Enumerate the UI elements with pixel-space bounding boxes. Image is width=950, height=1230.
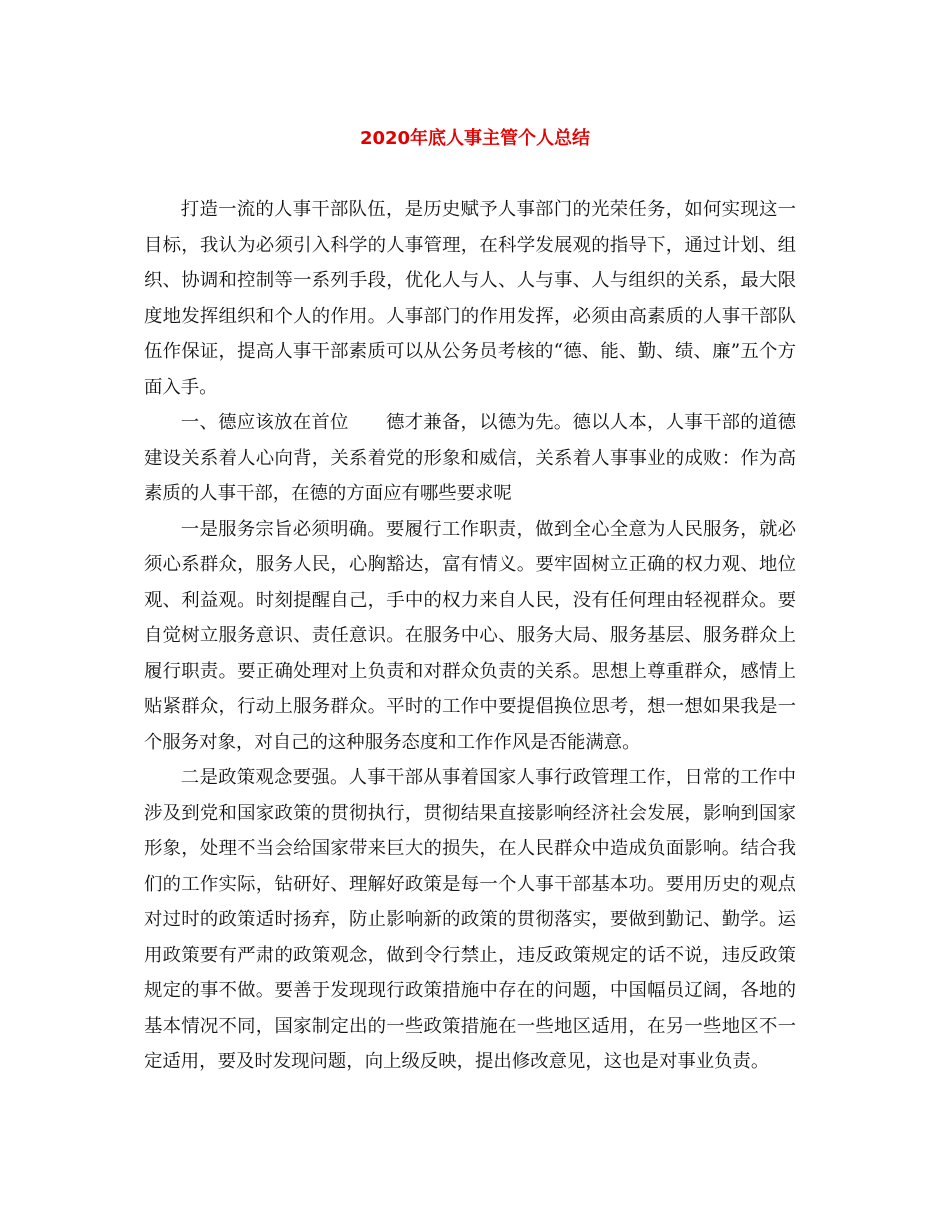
paragraph-point-1: 一是服务宗旨必须明确。要履行工作职责，做到全心全意为人民服务，就必须心系群众，服务人民，心胸豁达，富有情义。要牢固树立正确的权力观、地位观、利益观。时刻提醒自己，手中的权力来自人民，没有任何理由轻视群众。要自觉树立服务意识、责任意识。在服务中心、服务大局、服务基层、服务群众上履行职责。要正确处理对上负责和对群众负责的关系。思想上尊重群众，感情上贴紧群众，行动上服务群众。平时的工作中要提倡换位思考，想一想如果我是一个服务对象，对自己的这种服务态度和工作作风是否能满意。 [144, 518, 796, 753]
document-title: 2020年底人事主管个人总结 [359, 128, 591, 149]
paragraph-point-2: 二是政策观念要强。人事干部从事着国家人事行政管理工作，日常的工作中涉及到党和国家政策的贯彻执行，贯彻结果直接影响经济社会发展，影响到国家形象，处理不当会给国家带来巨大的损失，在人民群众中造成负面影响。结合我们的工作实际，钻研好、理解好政策是每一个人事干部基本功。要用历史的观点对过时的政策适时扬弃，防止影响新的政策的贯彻落实，要做到勤记、勤学。运用政策要有严肃的政策观念，做到令行禁止，违反政策规定的话不说，违反政策规定的事不做。要善于发现现行政策措施中存在的问题，中国幅员辽阔，各地的基本情况不同，国家制定出的一些政策措施在一些地区适用，在另一些地区不一定适用，要及时发现问题，向上级反映，提出修改意见，这也是对事业负责。 [144, 767, 796, 1072]
document-body [144, 192, 796, 1080]
paragraph-intro: 打造一流的人事干部队伍，是历史赋予人事部门的光荣任务，如何实现这一目标，我认为必须引入科学的人事管理，在科学发展观的指导下，通过计划、组织、协调和控制等一系列手段，优化人与人、人与事、人与组织的关系，最大限度地发挥组织和个人的作用。人事部门的作用发挥，必须由高素质的人事干部队伍作保证，提高人事干部素质可以从公务员考核的“德、能、勤、绩、廉”五个方面入手。 [144, 199, 796, 398]
paragraph-section-1: 一、德应该放在首位 德才兼备，以德为先。德以人本，人事干部的道德建设关系着人心向背，关系着党的形象和威信，关系着人事事业的成败：作为高素质的人事干部，在德的方面应有哪些要求呢 [144, 412, 796, 504]
